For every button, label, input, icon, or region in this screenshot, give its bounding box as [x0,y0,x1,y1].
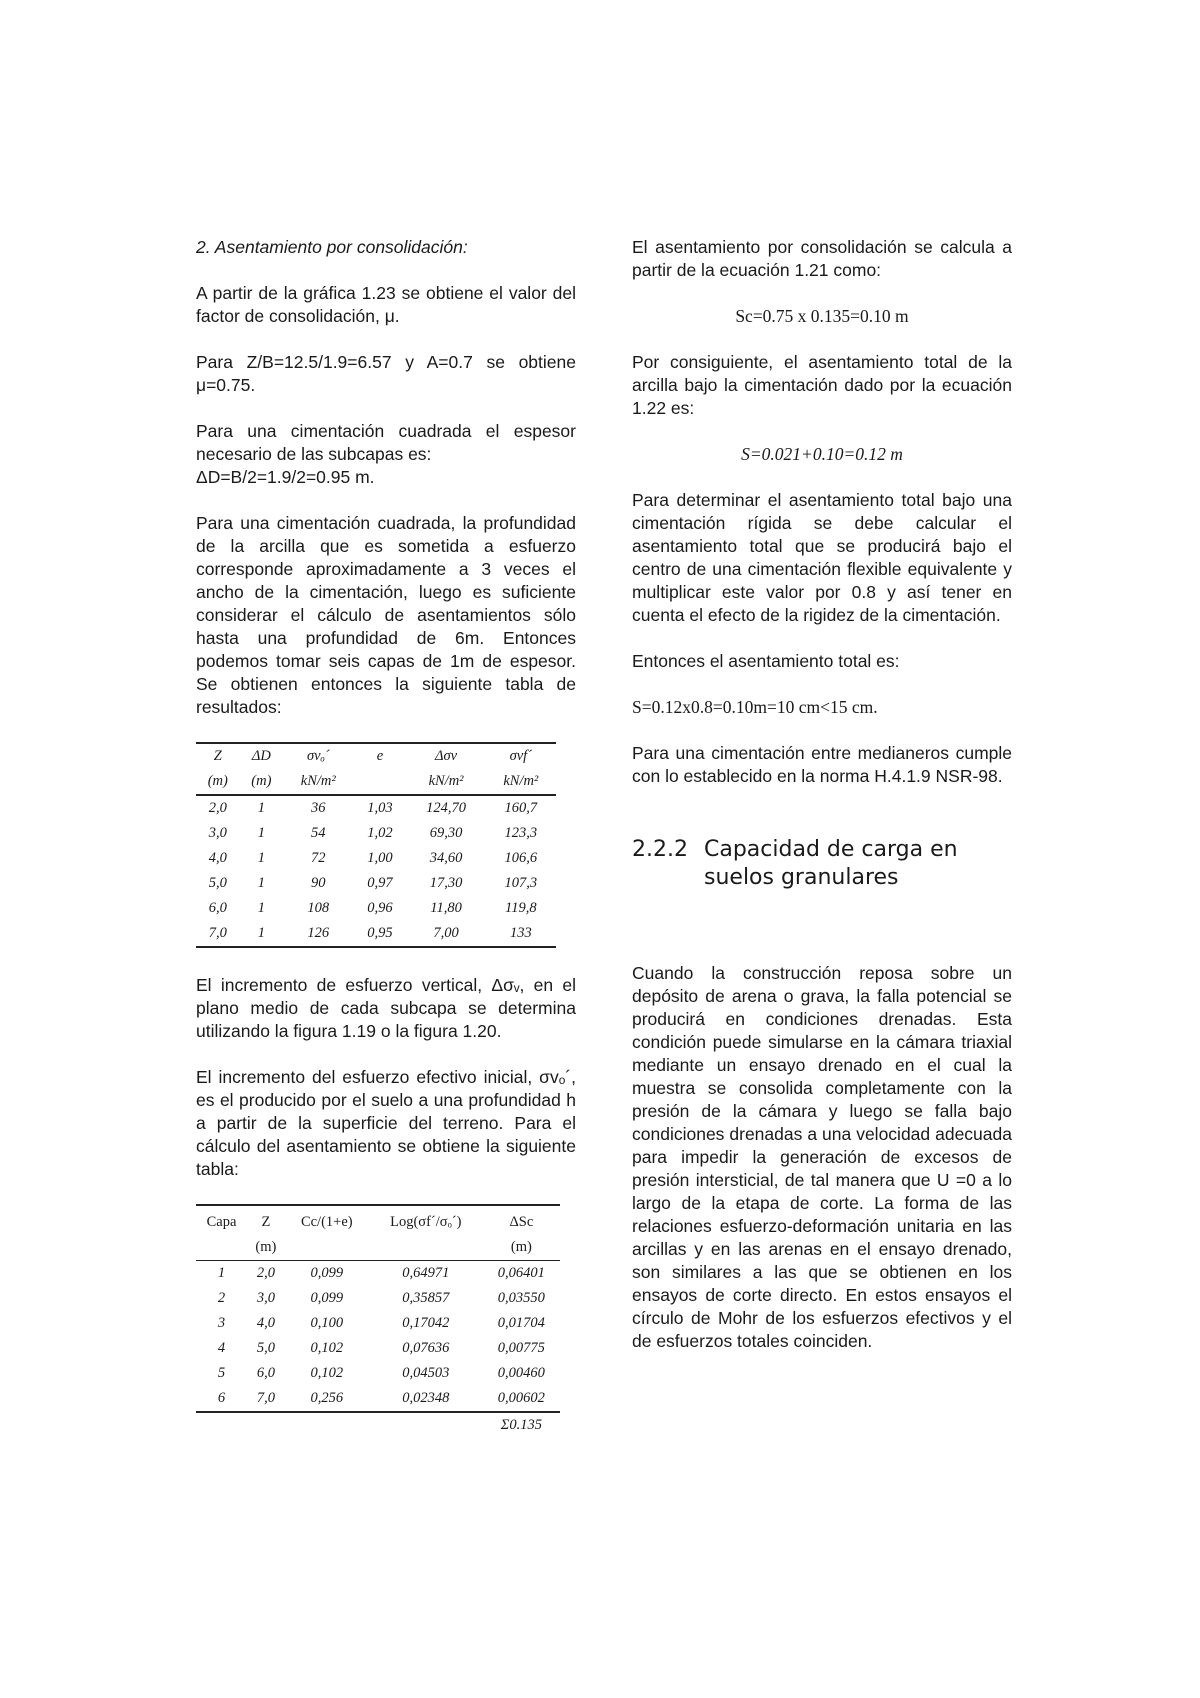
table-row-cell: 3,0 [208,825,227,841]
table-row [196,921,556,947]
table-row [196,821,556,846]
table-units-row-cell: (m) [240,769,284,795]
table-row-cell: 11,80 [430,900,462,916]
table-row-cell: 69,30 [429,825,463,841]
table-row [196,1286,560,1311]
table-row [196,1361,560,1386]
table-row-cell: 0,00602 [483,1386,560,1412]
table-row-cell: 108 [307,900,330,916]
table-row-cell: 106,6 [504,850,538,866]
subcapa-text: Para una cimentación cuadrada el espesor necesario de las subcapas es: [196,421,576,464]
right-column [632,236,1012,1376]
table-row-cell: 3,0 [256,1290,275,1306]
table-row-cell: 160,7 [504,800,538,816]
paragraph-total-settlement: Por consiguiente, el asentamiento total de la arcilla bajo la cimentación dado por la ecuación 1.22 es: [632,352,1012,418]
table-sum-empty-cell [247,1412,285,1438]
table-sum-empty-cell [285,1412,369,1438]
table-row-cell: 3 [217,1315,226,1331]
table-row-cell: 54 [311,825,326,841]
table-row [196,795,556,821]
table-row-cell: 1,00 [367,850,393,866]
table-row-cell: 0,35857 [402,1290,450,1306]
table-header-row-cell: ΔD [240,743,284,769]
table-row-cell: 90 [311,875,326,891]
table-units-row-cell [369,1235,483,1261]
table-row-cell: 126 [283,921,353,947]
table-row-cell: 4 [217,1340,226,1356]
table-sum-value: Σ0.135 [500,1417,542,1433]
paragraph-norm: Para una cimentación entre medianeros cumple con lo establecido en la norma H.4.1.9 NSR-98. [632,743,1012,786]
table-units-row-cell: (m) [196,769,240,795]
table-row-cell: 6,0 [208,900,227,916]
table-row [196,871,556,896]
table-row-cell: 0,100 [310,1315,344,1331]
table-row-cell: 0,256 [285,1386,369,1412]
table-row-cell: 1 [240,921,284,947]
table-row-cell: 0,102 [310,1365,344,1381]
table-row-cell: 0,64971 [402,1265,450,1281]
table-sum-empty-cell [369,1412,483,1438]
delta-d-formula: ΔD=B/2=1.9/2=0.95 m. [196,467,375,487]
paragraph-granular-soils: Cuando la construcción reposa sobre un depósito de arena o grava, la falla potencial se producirá en condiciones drenadas. Esta condición puede simularse en la cámara triaxial mediante un ensayo drenado en el cual la muestra se consolida completamente con la presión de la cámara y luego se falla bajo condiciones drenadas a una velocidad adecuada para impedir la generación de excesos de presión intersticial, de tal manera que U =0 a lo largo de la etapa de corte. La forma de las relaciones esfuerzo-deformación unitaria en las arcillas y en las arenas en el ensayo drenado, son similares a las que se obtienen en los ensayos de corte directo. En estos ensayos el círculo de Mohr de los esfuerzos efectivos y el de esfuerzos totales coinciden. [632,963,1012,1351]
paragraph-consolidation-factor: A partir de la gráfica 1.23 se obtiene el valor del factor de consolidación, μ. [196,283,576,326]
table-units-row-cell: (m) [483,1235,560,1261]
table-row-cell: 1,03 [367,800,393,816]
table-row-cell: 17,30 [429,875,463,891]
table-units-row-cell [285,1235,369,1261]
table-row-cell: 4,0 [256,1315,275,1331]
table-row-cell: 0,97 [367,875,393,891]
table-header-row-cell: ΔSc [483,1205,560,1235]
paragraph-then-total: Entonces el asentamiento total es: [632,651,900,671]
formula-sc: Sc=0.75 x 0.135=0.10 m [735,306,909,326]
table-row-cell: 6,0 [256,1365,275,1381]
table-header-row-cell: Cc/(1+e) [285,1205,369,1235]
paragraph-effective-stress: El incremento del esfuerzo efectivo inicial, σvₒ´, es el producido por el suelo a una profundidad h a partir de la superficie del terreno. Para el cálculo del asentamiento se obtiene la siguiente tabla: [196,1067,576,1179]
table-row-cell: 0,04503 [402,1365,450,1381]
paragraph-rigid-foundation: Para determinar el asentamiento total bajo una cimentación rígida se debe calcular el asentamiento total que se producirá bajo el centro de una cimentación flexible equivalente y multiplicar este valor por 0.8 y así tener en cuenta el efecto de la rigidez de la cimentación. [632,490,1012,625]
table-row-cell: 5 [217,1365,226,1381]
table-row [196,1336,560,1361]
section-number: 2.2.2 [632,837,688,862]
table-units-row [196,1235,560,1261]
settlement-table [196,1204,560,1438]
table-row-cell: 1 [257,800,265,816]
section-title: Capacidad de carga en suelos granulares [704,837,958,890]
table-header-row-cell: Δσv [406,743,485,769]
formula-s-total: S=0.021+0.10=0.12 m [741,444,903,464]
table-row-cell: 0,06401 [497,1265,545,1281]
paragraph-depth: Para una cimentación cuadrada, la profundidad de la arcilla que es sometida a esfuerzo corresponde aproximadamente a 3 veces el ancho de la cimentación, luego es suficiente considerar el cálculo de asentamientos sólo hasta una profundidad de 6m. Entonces podemos tomar seis capas de 1m de espesor. Se obtienen entonces la siguiente tabla de resultados: [196,513,576,717]
paragraph-stress-increment: El incremento de esfuerzo vertical, Δσᵥ, en el plano medio de cada subcapa se determina utilizando la figura 1.19 o la figura 1.20. [196,975,576,1041]
table-header-row-cell: Capa [196,1205,247,1235]
table-row-cell: 0,96 [367,900,393,916]
table-sum-empty-cell [196,1412,247,1438]
table-row-cell: 7,0 [196,921,240,947]
left-column [196,236,576,1438]
table-row-cell: 0,02348 [369,1386,483,1412]
table-row-cell: 6 [196,1386,247,1412]
table-row-cell: 7,00 [406,921,485,947]
paragraph-subcapa-thickness [196,420,576,489]
formula-s-final: S=0.12x0.8=0.10m=10 cm<15 cm. [632,697,878,717]
table-row-cell: 5,0 [256,1340,275,1356]
table-row-cell: 1,02 [367,825,393,841]
table-row-cell: 1 [257,875,265,891]
table-row [196,846,556,871]
table-header-row [196,743,556,769]
table-header-row-cell: e [353,743,406,769]
table-header-row-cell: Log(σf´/σₒ´) [369,1205,483,1235]
table-row-cell: 1 [257,825,265,841]
table-units-row-cell [353,769,406,795]
results-table [196,742,556,948]
table-row-cell: 4,0 [208,850,227,866]
table-row-cell: 119,8 [505,900,537,916]
table-row-cell: 72 [311,850,326,866]
table-row-cell: 1 [257,850,265,866]
paragraph-mu-value: Para Z/B=12.5/1.9=6.57 y A=0.7 se obtiene μ=0.75. [196,352,576,395]
section-heading [632,836,1012,892]
table-row [196,896,556,921]
subsection-heading: 2. Asentamiento por consolidación: [196,237,468,257]
paragraph-consolidation-settlement: El asentamiento por consolidación se calcula a partir de la ecuación 1.21 como: [632,237,1012,280]
table-row-cell: 133 [486,921,556,947]
table-header-row-cell: σvₒ´ [283,743,353,769]
table-row-cell: 0,102 [310,1340,344,1356]
table-sum-row [196,1412,560,1438]
table-row-cell: 36 [311,800,326,816]
table-row-cell: 0,099 [310,1265,344,1281]
table-row-cell: 0,95 [353,921,406,947]
table-units-row-cell: kN/m² [283,769,353,795]
table-row-cell: 5,0 [208,875,227,891]
table-row-cell: 0,01704 [497,1315,545,1331]
table-row-cell: 2,0 [256,1265,275,1281]
table-row-cell: 2,0 [208,800,227,816]
table-units-row-cell: (m) [247,1235,285,1261]
table-header-row [196,1205,560,1235]
table-row-cell: 107,3 [504,875,538,891]
table-row-cell: 34,60 [429,850,463,866]
table-row [196,1311,560,1336]
table-row-cell: 1 [217,1265,226,1281]
table-row-cell: 0,17042 [402,1315,450,1331]
table-header-row-cell: Z [247,1205,285,1235]
table-units-row-cell: kN/m² [406,769,485,795]
table-row-cell: 0,07636 [402,1340,450,1356]
table-row-cell: 0,00460 [497,1365,545,1381]
table-units-row-cell [196,1235,247,1261]
table-row-cell: 124,70 [426,800,466,816]
table-row-cell: 0,099 [310,1290,344,1306]
table-units-row [196,769,556,795]
table-units-row-cell: kN/m² [486,769,556,795]
table-header-row-cell: Z [196,743,240,769]
table-row [196,1261,560,1287]
table-row-cell: 2 [217,1290,226,1306]
table-row-cell: 0,03550 [497,1290,545,1306]
table-row-cell: 7,0 [247,1386,285,1412]
table-row-cell: 123,3 [504,825,538,841]
table-row-cell: 1 [257,900,265,916]
table-row-cell: 0,00775 [497,1340,545,1356]
table-row [196,1386,560,1412]
table-header-row-cell: σvf´ [486,743,556,769]
